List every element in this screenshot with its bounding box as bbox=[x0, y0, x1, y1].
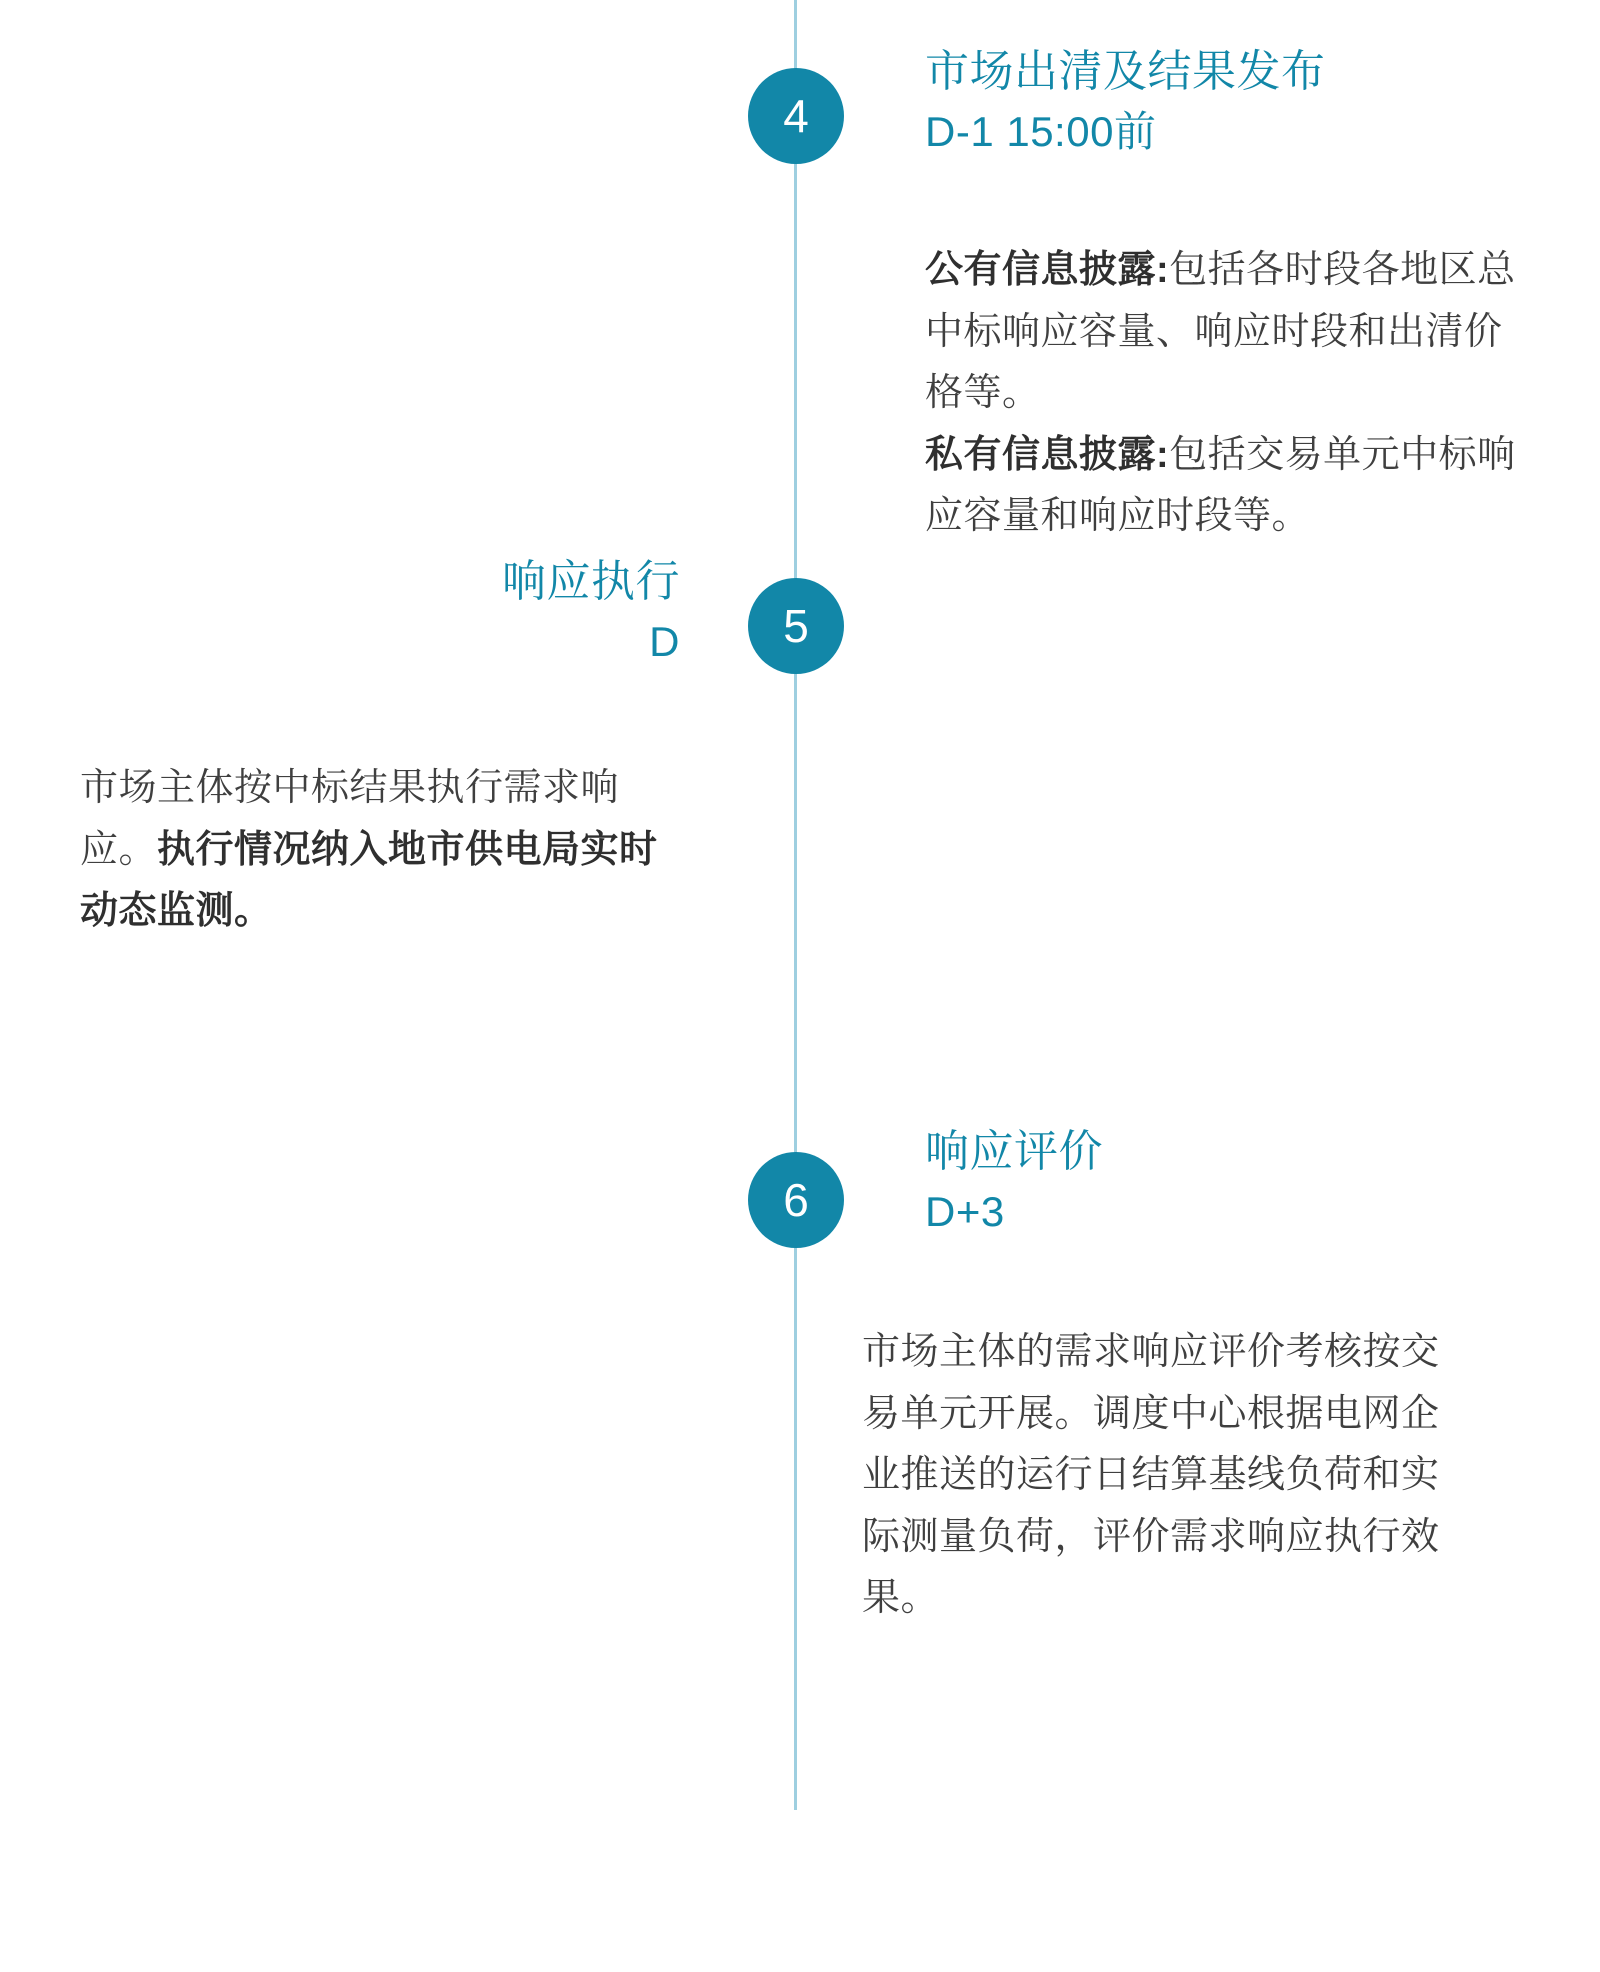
step-4-paragraph-public bbox=[925, 240, 1525, 425]
step-5-paragraph bbox=[80, 758, 680, 943]
step-4-heading bbox=[925, 42, 1525, 161]
step-6-subtitle: D+3 bbox=[925, 1187, 1005, 1235]
step-5-text-plain: 市场主体按中标结果执行需求响应。 bbox=[80, 767, 620, 871]
step-6-heading bbox=[925, 1122, 1525, 1241]
step-4-body bbox=[925, 240, 1525, 548]
step-5-body bbox=[80, 758, 680, 943]
step-marker-6: 6 bbox=[748, 1152, 844, 1248]
step-4-private-label: 私有信息披露: bbox=[925, 433, 1170, 476]
step-6-body bbox=[862, 1322, 1462, 1630]
step-marker-5: 5 bbox=[748, 578, 844, 674]
step-4-subtitle: D-1 15:00前 bbox=[925, 107, 1157, 155]
step-4-private-text: 包括交易单元中标响应容量和响应时段等。 bbox=[925, 433, 1516, 538]
step-4-title: 市场出清及结果发布 bbox=[925, 47, 1326, 96]
step-6-paragraph: 市场主体的需求响应评价考核按交易单元开展。调度中心根据电网企业推送的运行日结算基线负荷和实际测量负荷，评价需求响应执行效果。 bbox=[862, 1331, 1440, 1620]
step-marker-4: 4 bbox=[748, 68, 844, 164]
step-5-title: 响应执行 bbox=[502, 557, 680, 606]
step-4-public-text: 包括各时段各地区总中标响应容量、响应时段和出清价格等。 bbox=[925, 249, 1516, 415]
step-4-public-label: 公有信息披露: bbox=[925, 249, 1170, 291]
step-5-heading bbox=[80, 552, 680, 671]
step-5-subtitle: D bbox=[649, 617, 680, 665]
step-6-title: 响应评价 bbox=[925, 1127, 1103, 1176]
step-4-paragraph-private bbox=[925, 425, 1525, 548]
timeline-axis bbox=[794, 0, 797, 1810]
step-5-text-bold: 执行情况纳入地市供电局实时动态监测。 bbox=[80, 828, 658, 933]
